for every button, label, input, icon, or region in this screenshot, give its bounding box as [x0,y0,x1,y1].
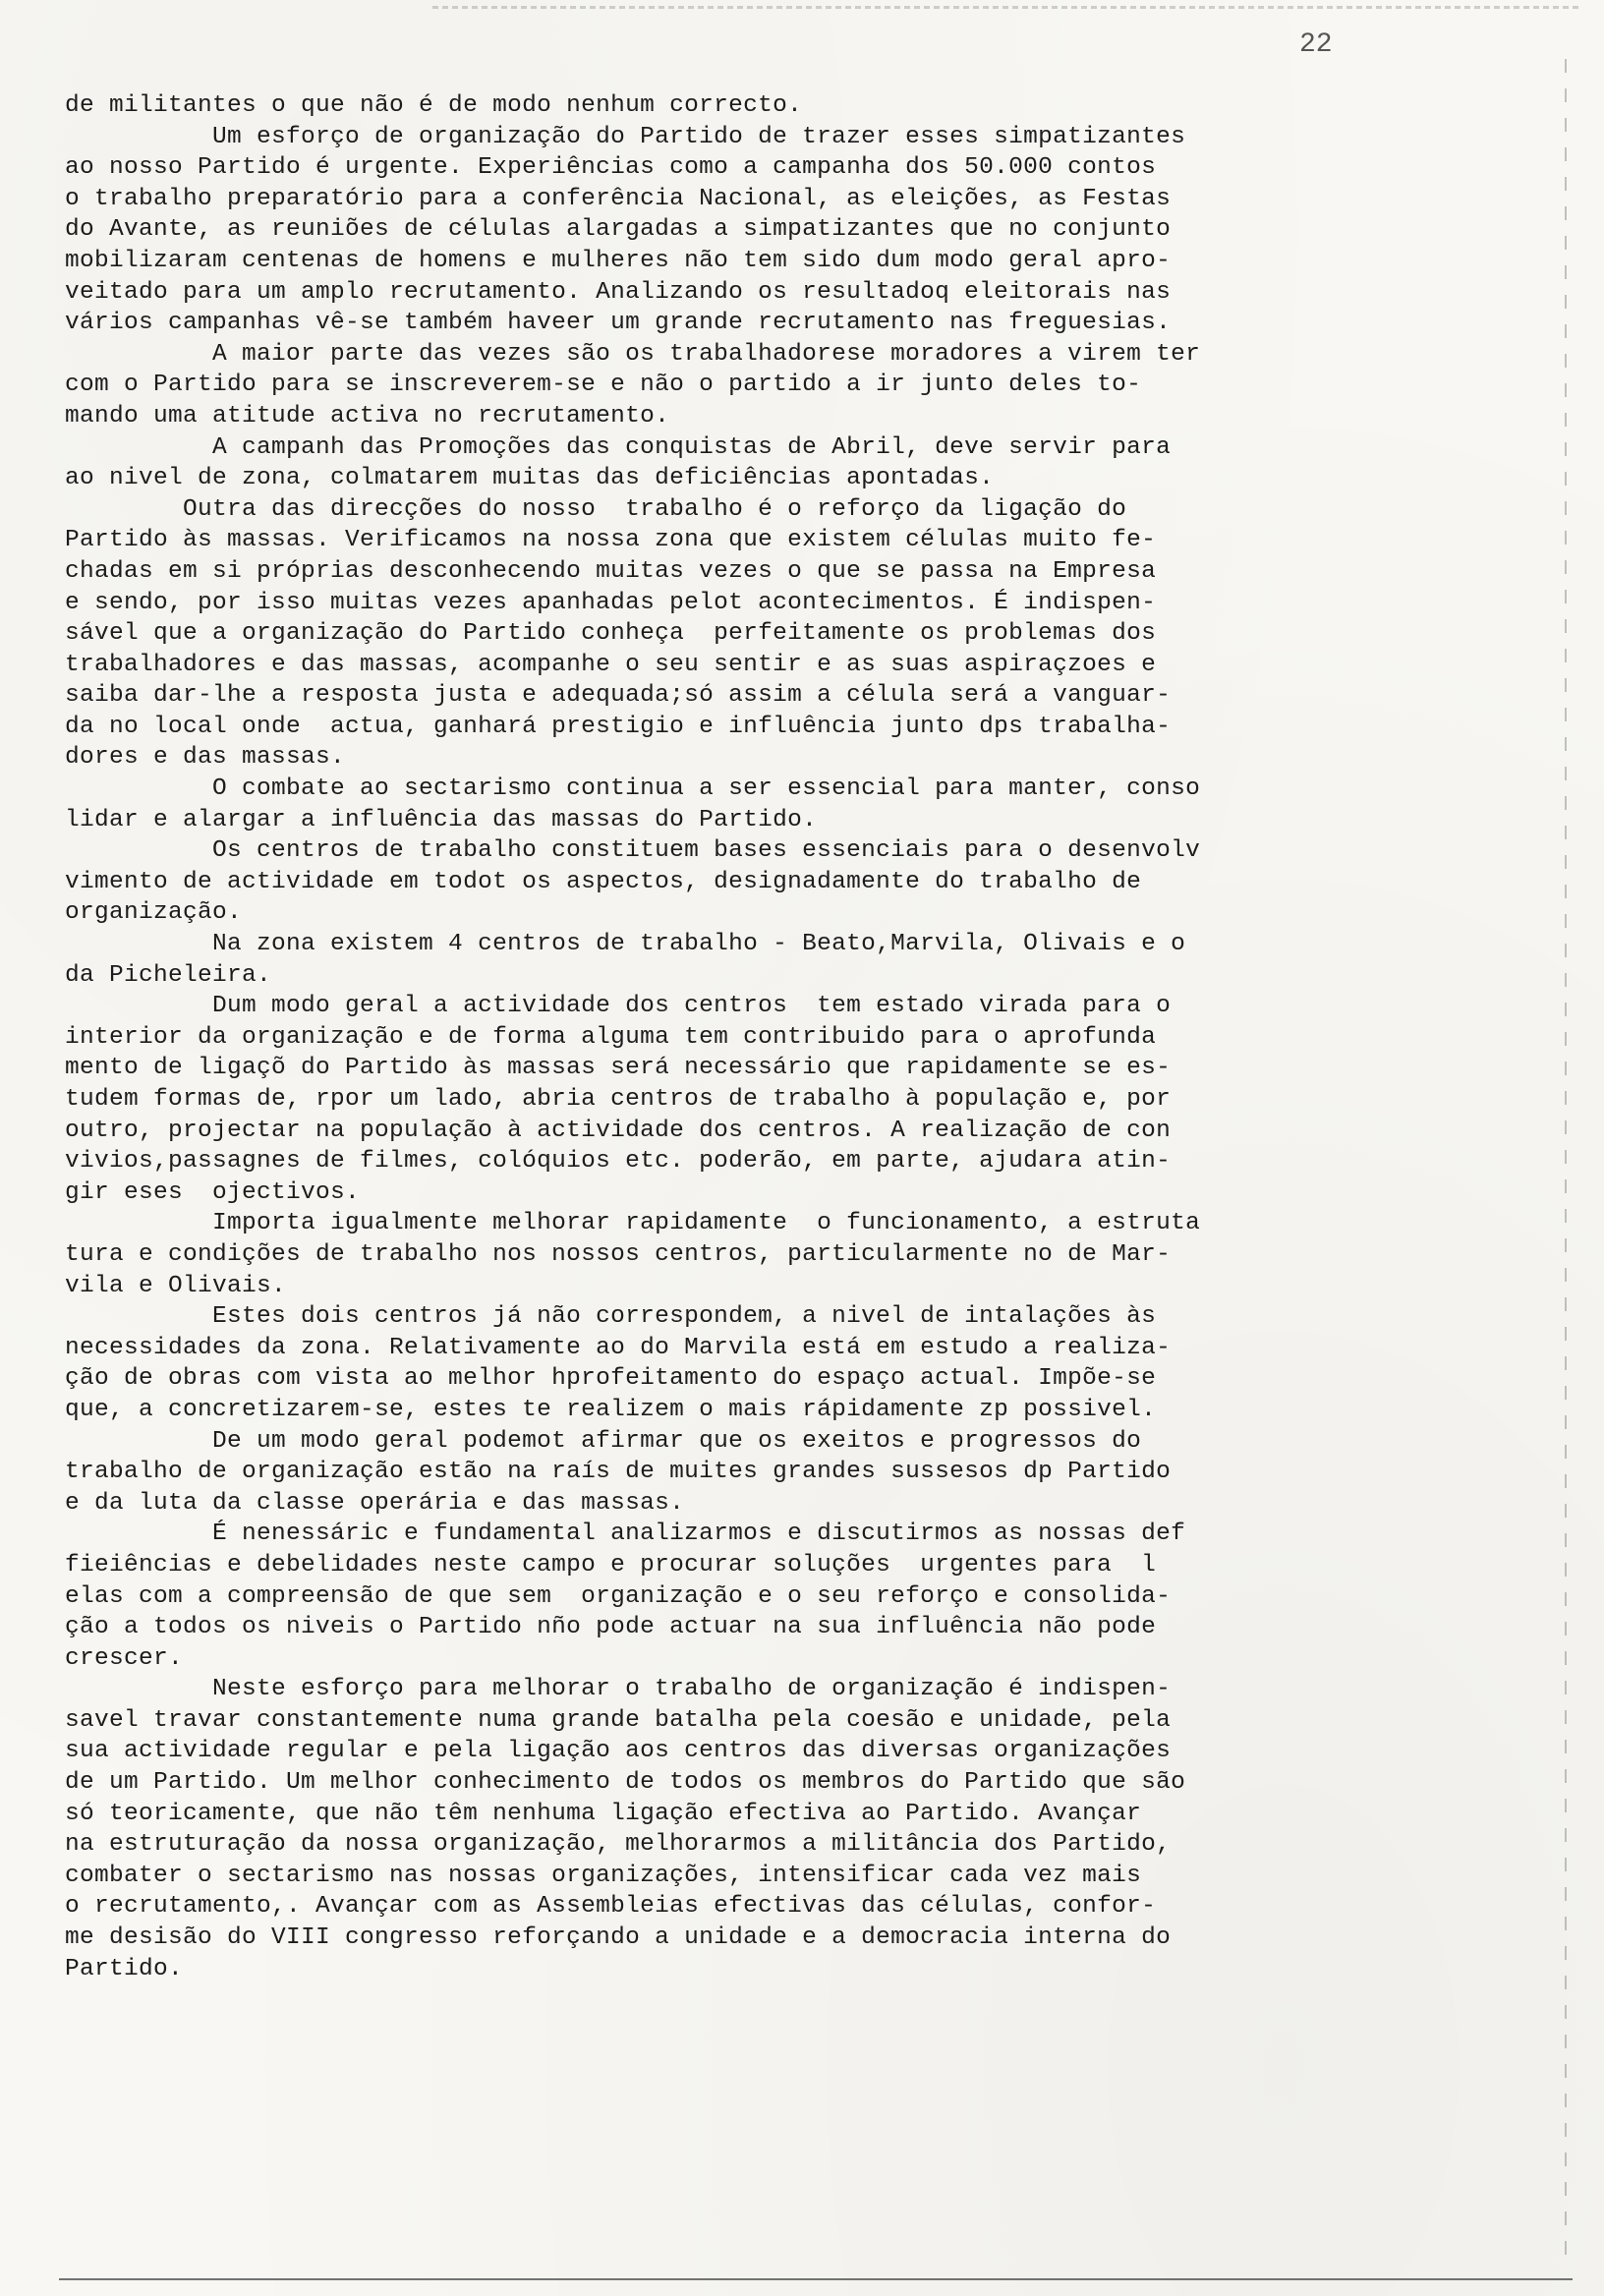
text-line: chadas em si próprias desconhecendo muitas vezes o que se passa na Empresa [65,557,1157,585]
text-line: O combate ao sectarismo continua a ser essencial para manter, conso [65,775,1201,803]
text-line: Outra das direcções do nosso trabalho é o reforço da ligação do [65,495,1127,523]
text-line: necessidades da zona. Relativamente ao do Marvila está em estudo a realiza- [65,1334,1172,1361]
text-line: ção a todos os niveis o Partido nño pode actuar na sua influência não pode [65,1614,1157,1641]
text-line: Partido às massas. Verificamos na nossa zona que existem células muito fe- [65,527,1157,554]
text-line: que, a concretizarem-se, estes te realizem o mais rápidamente zp possivel. [65,1396,1157,1423]
text-line: Partido. [65,1955,184,1982]
text-line: com o Partido para se inscreverem-se e não o partido a ir junto deles to- [65,372,1142,399]
text-line: vários campanhas vê-se também haveer um grande recrutamento nas freguesias. [65,310,1172,337]
right-margin-line [1565,59,1567,2261]
text-line: vivios,passagnes de filmes, colóquios etc. poderão, em parte, ajudara atin- [65,1148,1172,1176]
text-line: Um esforço de organização do Partido de trazer esses simpatizantes [65,123,1186,150]
text-line: sua actividade regular e pela ligação aos centros das diversas organizações [65,1738,1172,1765]
text-line: mobilizaram centenas de homens e mulheres não tem sido dum modo geral apro- [65,247,1172,274]
text-line: trabalhadores e das massas, acompanhe o seu sentir e as suas aspiraçzoes e [65,651,1157,678]
text-line: A maior parte das vezes são os trabalhadorese moradores a virem ter [65,340,1201,368]
text-line: ao nivel de zona, colmatarem muitas das deficiências apontadas. [65,465,995,492]
text-line: tura e condições de trabalho nos nossos centros, particularmente no de Mar- [65,1240,1172,1268]
text-line: Na zona existem 4 centros de trabalho - Beato,Marvila, Olivais e o [65,931,1186,958]
text-line: dores e das massas. [65,744,346,772]
text-line: lidar e alargar a influência das massas do Partido. [65,806,818,833]
text-line: ao nosso Partido é urgente. Experiências como a campanha dos 50.000 contos [65,154,1157,182]
text-line: Importa igualmente melhorar rapidamente o funcionamento, a estruta [65,1210,1201,1237]
text-line: Neste esforço para melhorar o trabalho de organização é indispen- [65,1676,1172,1703]
text-line: ção de obras com vista ao melhor hprofeitamento do espaço actual. Impõe-se [65,1365,1157,1393]
text-line: interior da organização e de forma alguma tem contribuido para o aprofunda [65,1023,1157,1051]
text-line: e sendo, por isso muitas vezes apanhadas pelot acontecimentos. É indispen- [65,589,1157,616]
text-line: tudem formas de, rpor um lado, abria centros de trabalho à população e, por [65,1086,1172,1113]
text-line: organização. [65,899,243,927]
text-line: me desisão do VIII congresso reforçando a unidade e a democracia interna do [65,1924,1172,1952]
text-line: de militantes o que não é de modo nenhum correcto. [65,92,803,119]
text-line: crescer. [65,1644,184,1672]
text-line: da Picheleira. [65,961,272,989]
text-line: mando uma atitude activa no recrutamento. [65,402,670,430]
text-line: savel travar constantemente numa grande batalha pela coesão e unidade, pela [65,1706,1172,1734]
text-line: trabalho de organização estão na raís de muites grandes sussesos dp Partido [65,1459,1172,1486]
text-line: o recrutamento,. Avançar com as Assembleias efectivas das células, confor- [65,1893,1157,1921]
top-dotted-border [432,6,1582,9]
page-number: 22 [1299,29,1333,60]
text-line: mento de ligaçõ do Partido às massas será necessário que rapidamente se es- [65,1055,1172,1082]
bottom-border [59,2278,1573,2280]
text-line: gir eses ojectivos. [65,1178,361,1206]
text-line: veitado para um amplo recrutamento. Analizando os resultadoq eleitorais nas [65,278,1172,306]
text-line: elas com a compreensão de que sem organização e o seu reforço e consolida- [65,1582,1172,1610]
text-line: e da luta da classe operária e das massas. [65,1489,685,1517]
text-line: da no local onde actua, ganhará prestigio e influência junto dps trabalha- [65,713,1172,740]
text-line: saiba dar-lhe a resposta justa e adequada;só assim a célula será a vanguar- [65,682,1172,710]
text-line: outro, projectar na população à actividade dos centros. A realização de con [65,1117,1172,1144]
text-line: fieiências e debelidades neste campo e procurar soluções urgentes para l [65,1551,1157,1578]
text-line: combater o sectarismo nas nossas organizações, intensificar cada vez mais [65,1862,1142,1889]
text-line: só teoricamente, que não têm nenhuma ligação efectiva ao Partido. Avançar [65,1800,1142,1827]
text-line: É nenessáric e fundamental analizarmos e discutirmos as nossas def [65,1521,1186,1548]
document-body [65,90,1402,1984]
text-line: sável que a organização do Partido conheça perfeitamente os problemas dos [65,620,1157,648]
text-line: na estruturação da nossa organização, melhorarmos a militância dos Partido, [65,1831,1172,1859]
text-line: Estes dois centros já não correspondem, a nivel de intalações às [65,1303,1157,1331]
text-line: o trabalho preparatório para a conferência Nacional, as eleições, as Festas [65,185,1172,212]
text-line: Os centros de trabalho constituem bases essenciais para o desenvolv [65,837,1201,865]
text-line: vila e Olivais. [65,1272,287,1299]
text-line: vimento de actividade em todot os aspectos, designadamente do trabalho de [65,868,1142,895]
text-line: De um modo geral podemot afirmar que os exeitos e progressos do [65,1427,1142,1455]
text-line: Dum modo geral a actividade dos centros tem estado virada para o [65,993,1172,1020]
text-line: A campanh das Promoções das conquistas de Abril, deve servir para [65,433,1172,461]
text-line: do Avante, as reuniões de células alargadas a simpatizantes que no conjunto [65,216,1172,244]
text-line: de um Partido. Um melhor conhecimento de todos os membros do Partido que são [65,1769,1186,1797]
